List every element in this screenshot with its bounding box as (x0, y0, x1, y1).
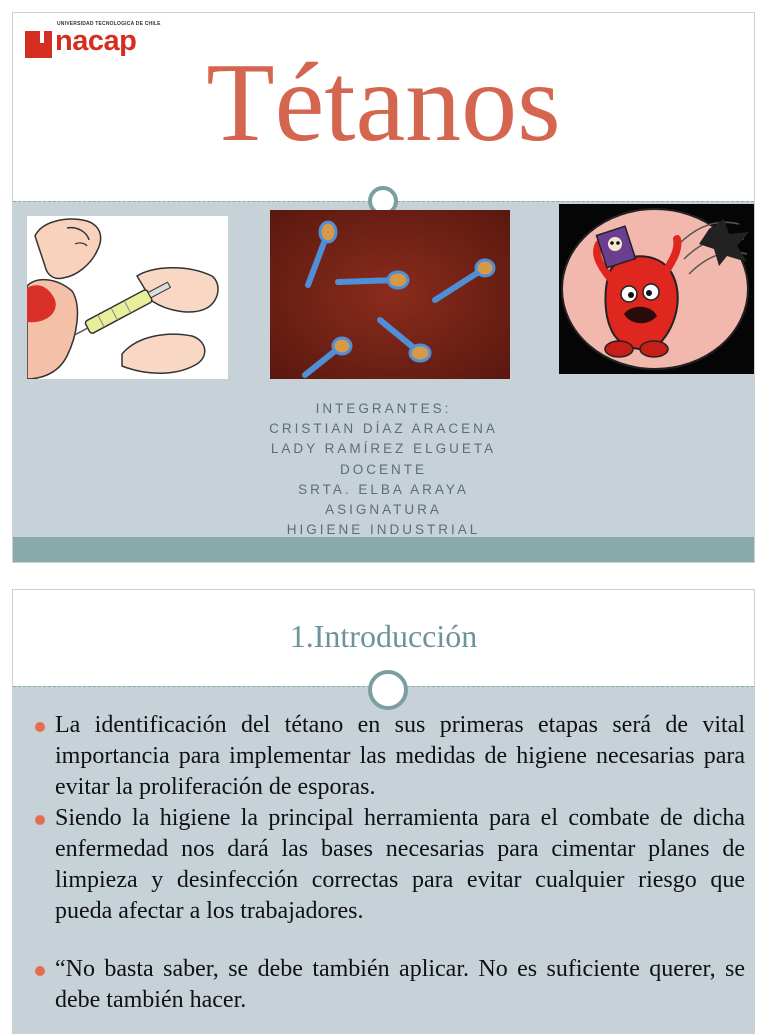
credits-line: SRTA. ELBA ARAYA (298, 481, 469, 497)
vaccine-illustration (27, 216, 228, 379)
bullet-item: La identificación del tétano en sus primeras etapas será de vital importancia para implementar las medidas de higiene necesarias para evitar la proliferación de esporas. (35, 710, 745, 803)
logo-notch (40, 31, 44, 43)
bullet-item: Siendo la higiene la principal herramienta para el combate de dicha enfermedad nos dará las bases necesarias para cimentar planes de limpieza y desinfección correctas para evitar cualquier riesgo que pueda afectar a los trabajadores. (35, 803, 745, 927)
slide-title: 1.Introducción (289, 618, 478, 654)
germ-cartoon (559, 204, 755, 374)
slide-title: Tétanos (206, 41, 561, 165)
bullet-list (35, 710, 745, 1016)
credits-line: CRISTIAN DÍAZ ARACENA (269, 421, 498, 437)
credits-line: DOCENTE (339, 461, 427, 477)
title-slide (12, 12, 755, 563)
footer-band (13, 537, 754, 563)
credits-line: HIGIENE INDUSTRIAL (286, 522, 481, 538)
logo-subtitle: UNIVERSIDAD TECNOLOGICA DE CHILE (57, 21, 161, 27)
logo-text: nacap (55, 25, 137, 57)
bullet-item: “No basta saber, se debe también aplicar. No es suficiente querer, se debe también hacer. (35, 954, 745, 1016)
credits-line: LADY RAMÍREZ ELGUETA (270, 441, 497, 457)
introduction-slide (12, 589, 755, 1034)
circle-ornament-icon (368, 670, 408, 710)
bacteria-micrograph (270, 210, 510, 379)
credits-block (13, 399, 754, 540)
credits-line: ASIGNATURA (325, 502, 442, 518)
credits-line: INTEGRANTES: (315, 401, 452, 416)
